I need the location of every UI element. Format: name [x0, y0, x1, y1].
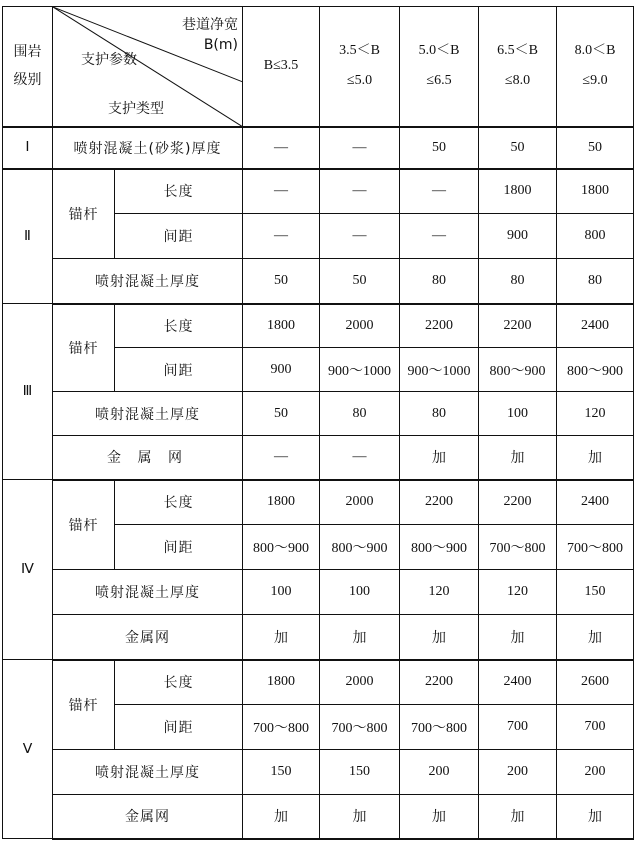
width-header-5: 8.0＜B ≤9.0 — [557, 7, 634, 127]
table-cell: — — [400, 214, 479, 259]
table-cell: 120 — [557, 392, 634, 436]
table-cell: 100 — [243, 570, 320, 615]
table-cell: 700～800 — [243, 705, 320, 750]
table-cell: — — [320, 214, 400, 259]
table-cell: 2400 — [479, 660, 557, 705]
table-cell: 800 — [557, 214, 634, 259]
table-row — [3, 169, 634, 214]
table-cell: 加 — [243, 795, 320, 839]
table-cell: 2200 — [400, 660, 479, 705]
table-cell: 700～800 — [557, 525, 634, 570]
table-cell: 1800 — [243, 304, 320, 348]
table-cell: 2200 — [479, 480, 557, 525]
table-row — [3, 795, 634, 839]
table-cell: 50 — [479, 127, 557, 169]
bolt-spacing-label: 间距 — [115, 348, 243, 392]
table-cell: 800～900 — [243, 525, 320, 570]
table-cell: 2000 — [320, 304, 400, 348]
table-cell: 1800 — [243, 480, 320, 525]
table-cell: 2200 — [400, 480, 479, 525]
table-row — [3, 304, 634, 348]
table-cell: 800～900 — [479, 348, 557, 392]
support-parameter-table — [2, 6, 634, 840]
table-cell: 200 — [400, 750, 479, 795]
table-cell: 80 — [557, 259, 634, 304]
support-param-label: 支护参数 — [81, 52, 137, 68]
table-cell: 加 — [479, 795, 557, 839]
table-cell: 50 — [243, 259, 320, 304]
metal-mesh-label: 金 属 网 — [53, 436, 243, 480]
table-cell: — — [243, 214, 320, 259]
bolt-spacing-label: 间距 — [115, 705, 243, 750]
diagonal-header-cell — [53, 7, 243, 127]
table-cell: 2400 — [557, 480, 634, 525]
rock-class-label: Ⅱ — [3, 169, 53, 304]
table-cell: — — [243, 127, 320, 169]
bolt-label: 锚杆 — [53, 169, 115, 259]
bolt-length-label: 长度 — [115, 169, 243, 214]
bolt-label: 锚杆 — [53, 480, 115, 570]
rock-class-label: Ⅲ — [3, 304, 53, 480]
rock-class-header — [3, 7, 53, 127]
table-row — [3, 615, 634, 660]
table-cell: 50 — [557, 127, 634, 169]
table-cell: — — [400, 169, 479, 214]
rock-class-label: Ⅰ — [3, 127, 53, 169]
bolt-length-label: 长度 — [115, 660, 243, 705]
table-cell: 1800 — [557, 169, 634, 214]
table-row — [3, 392, 634, 436]
table-cell: 120 — [479, 570, 557, 615]
table-cell: 80 — [400, 259, 479, 304]
table-row — [3, 660, 634, 705]
table-cell: 加 — [479, 615, 557, 660]
table-cell: 900 — [243, 348, 320, 392]
bolt-label: 锚杆 — [53, 660, 115, 750]
header-row — [3, 7, 634, 127]
table-cell: — — [243, 436, 320, 480]
table-cell: 1800 — [479, 169, 557, 214]
table-cell: — — [320, 169, 400, 214]
table-cell: 80 — [479, 259, 557, 304]
table-cell: 加 — [557, 795, 634, 839]
table-row — [3, 127, 634, 169]
table-row — [3, 570, 634, 615]
metal-mesh-label: 金属网 — [53, 615, 243, 660]
table-cell: 2200 — [400, 304, 479, 348]
support-type-label: 支护类型 — [108, 101, 164, 117]
table-cell: 2000 — [320, 660, 400, 705]
table-cell: 800～900 — [400, 525, 479, 570]
bolt-label: 锚杆 — [53, 304, 115, 392]
bolt-length-label: 长度 — [115, 304, 243, 348]
shotcrete-mortar-label: 喷射混凝土(砂浆)厚度 — [53, 127, 243, 169]
shotcrete-label: 喷射混凝土厚度 — [53, 392, 243, 436]
table-cell: 700 — [557, 705, 634, 750]
table-cell: 900 — [479, 214, 557, 259]
table-cell: 150 — [320, 750, 400, 795]
table-cell: 加 — [320, 615, 400, 660]
table-row — [3, 259, 634, 304]
table-cell: 2400 — [557, 304, 634, 348]
table-cell: 50 — [320, 259, 400, 304]
roadway-width-label: 巷道净宽 B(m) — [182, 17, 238, 53]
table-cell: 加 — [479, 436, 557, 480]
table-cell: 700～800 — [320, 705, 400, 750]
table-cell: 加 — [243, 615, 320, 660]
table-cell: — — [243, 169, 320, 214]
table-cell: 加 — [400, 436, 479, 480]
table-cell: 加 — [557, 615, 634, 660]
table-cell: — — [320, 127, 400, 169]
width-header-2: 3.5＜B ≤5.0 — [320, 7, 400, 127]
table-cell: 700 — [479, 705, 557, 750]
table-cell: 加 — [400, 795, 479, 839]
table-cell: 1800 — [243, 660, 320, 705]
table-cell: 2000 — [320, 480, 400, 525]
table-row — [3, 750, 634, 795]
table-cell: 加 — [320, 795, 400, 839]
width-header-4: 6.5＜B ≤8.0 — [479, 7, 557, 127]
bolt-length-label: 长度 — [115, 480, 243, 525]
table-cell: 700～800 — [400, 705, 479, 750]
table-cell: 200 — [479, 750, 557, 795]
table-cell: 900～1000 — [320, 348, 400, 392]
shotcrete-label: 喷射混凝土厚度 — [53, 570, 243, 615]
table-cell: 2200 — [479, 304, 557, 348]
table-row — [3, 480, 634, 525]
table-cell: 50 — [243, 392, 320, 436]
table-cell: 120 — [400, 570, 479, 615]
table-cell: 150 — [557, 570, 634, 615]
rock-class-header-text: 围岩 级别 — [13, 44, 42, 89]
table-cell: 50 — [400, 127, 479, 169]
table-cell: 加 — [557, 436, 634, 480]
rock-class-label: Ⅴ — [3, 660, 53, 839]
width-header-1: B≤3.5 — [243, 7, 320, 127]
table-cell: 加 — [400, 615, 479, 660]
table-cell: 800～900 — [557, 348, 634, 392]
table-cell: 700～800 — [479, 525, 557, 570]
table-cell: 2600 — [557, 660, 634, 705]
table-cell: 200 — [557, 750, 634, 795]
table-cell: 100 — [320, 570, 400, 615]
bolt-spacing-label: 间距 — [115, 214, 243, 259]
table-row — [3, 436, 634, 480]
bolt-spacing-label: 间距 — [115, 525, 243, 570]
table-cell: 800～900 — [320, 525, 400, 570]
table-cell: 100 — [479, 392, 557, 436]
table-cell: 150 — [243, 750, 320, 795]
table-cell: 80 — [320, 392, 400, 436]
metal-mesh-label: 金属网 — [53, 795, 243, 839]
shotcrete-label: 喷射混凝土厚度 — [53, 259, 243, 304]
table-cell: 80 — [400, 392, 479, 436]
width-header-3: 5.0＜B ≤6.5 — [400, 7, 479, 127]
shotcrete-label: 喷射混凝土厚度 — [53, 750, 243, 795]
table-cell: 900～1000 — [400, 348, 479, 392]
rock-class-label: Ⅳ — [3, 480, 53, 660]
table-cell: — — [320, 436, 400, 480]
